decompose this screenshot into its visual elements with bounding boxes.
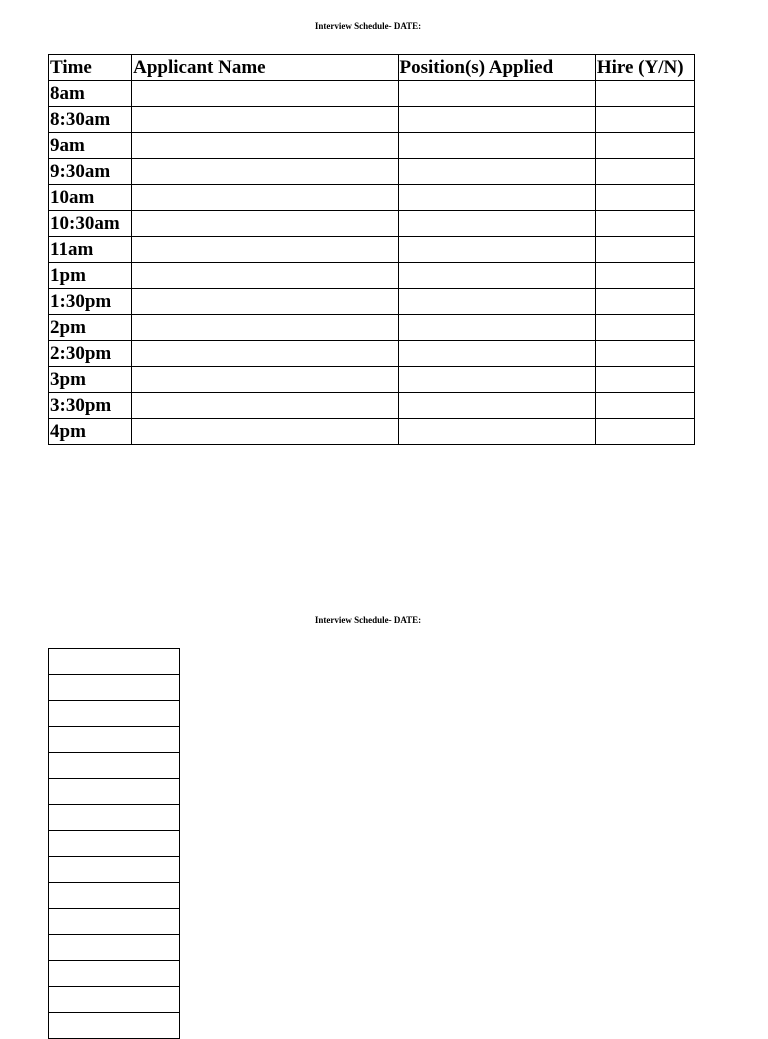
time-cell: 2:30pm — [49, 341, 132, 367]
column-header-applicant-name: Applicant Name — [132, 55, 398, 81]
applicant-name-cell[interactable] — [132, 81, 398, 107]
hire-cell[interactable] — [595, 289, 694, 315]
hire-cell[interactable] — [595, 263, 694, 289]
applicant-name-cell[interactable] — [132, 237, 398, 263]
column-header-time: Time — [49, 55, 132, 81]
interview-schedule-table — [48, 54, 695, 445]
empty-cell[interactable] — [49, 805, 180, 831]
applicant-name-cell[interactable] — [132, 263, 398, 289]
time-cell: 11am — [49, 237, 132, 263]
positions-applied-cell[interactable] — [398, 133, 595, 159]
hire-cell[interactable] — [595, 133, 694, 159]
table-row — [49, 133, 695, 159]
second-page-title: Interview Schedule- DATE: — [314, 615, 422, 625]
hire-cell[interactable] — [595, 419, 694, 445]
table-row — [49, 367, 695, 393]
table-row — [49, 961, 180, 987]
positions-applied-cell[interactable] — [398, 107, 595, 133]
applicant-name-cell[interactable] — [132, 393, 398, 419]
table-row — [49, 909, 180, 935]
hire-cell[interactable] — [595, 107, 694, 133]
column-header-positions-applied: Position(s) Applied — [398, 55, 595, 81]
table-row — [49, 987, 180, 1013]
applicant-name-cell[interactable] — [132, 185, 398, 211]
time-cell: 1:30pm — [49, 289, 132, 315]
table-row — [49, 289, 695, 315]
table-row — [49, 341, 695, 367]
positions-applied-cell[interactable] — [398, 159, 595, 185]
time-cell: 10am — [49, 185, 132, 211]
hire-cell[interactable] — [595, 185, 694, 211]
table-row — [49, 805, 180, 831]
positions-applied-cell[interactable] — [398, 393, 595, 419]
time-cell: 9:30am — [49, 159, 132, 185]
empty-cell[interactable] — [49, 987, 180, 1013]
time-cell: 10:30am — [49, 211, 132, 237]
table-row — [49, 1013, 180, 1039]
table-row — [49, 81, 695, 107]
table-row — [49, 107, 695, 133]
hire-cell[interactable] — [595, 159, 694, 185]
applicant-name-cell[interactable] — [132, 315, 398, 341]
time-cell: 1pm — [49, 263, 132, 289]
hire-cell[interactable] — [595, 367, 694, 393]
hire-cell[interactable] — [595, 341, 694, 367]
applicant-name-cell[interactable] — [132, 159, 398, 185]
table-row — [49, 315, 695, 341]
applicant-name-cell[interactable] — [132, 289, 398, 315]
table-row — [49, 857, 180, 883]
hire-cell[interactable] — [595, 315, 694, 341]
positions-applied-cell[interactable] — [398, 185, 595, 211]
positions-applied-cell[interactable] — [398, 263, 595, 289]
positions-applied-cell[interactable] — [398, 211, 595, 237]
table-row — [49, 935, 180, 961]
positions-applied-cell[interactable] — [398, 419, 595, 445]
empty-cell[interactable] — [49, 883, 180, 909]
page-title: Interview Schedule- DATE: — [314, 21, 422, 31]
empty-cell[interactable] — [49, 831, 180, 857]
table-row — [49, 185, 695, 211]
empty-cell[interactable] — [49, 1013, 180, 1039]
time-cell: 8am — [49, 81, 132, 107]
empty-cell[interactable] — [49, 857, 180, 883]
hire-cell[interactable] — [595, 81, 694, 107]
table-row — [49, 237, 695, 263]
table-row — [49, 701, 180, 727]
empty-cell[interactable] — [49, 727, 180, 753]
table-row — [49, 649, 180, 675]
table-row — [49, 779, 180, 805]
second-schedule-table — [48, 648, 180, 1039]
table-row — [49, 727, 180, 753]
table-row — [49, 211, 695, 237]
positions-applied-cell[interactable] — [398, 367, 595, 393]
empty-cell[interactable] — [49, 753, 180, 779]
empty-cell[interactable] — [49, 935, 180, 961]
empty-cell[interactable] — [49, 701, 180, 727]
positions-applied-cell[interactable] — [398, 81, 595, 107]
table-row — [49, 393, 695, 419]
applicant-name-cell[interactable] — [132, 133, 398, 159]
applicant-name-cell[interactable] — [132, 211, 398, 237]
applicant-name-cell[interactable] — [132, 341, 398, 367]
positions-applied-cell[interactable] — [398, 289, 595, 315]
table-row — [49, 419, 695, 445]
empty-cell[interactable] — [49, 961, 180, 987]
hire-cell[interactable] — [595, 393, 694, 419]
positions-applied-cell[interactable] — [398, 341, 595, 367]
empty-cell[interactable] — [49, 909, 180, 935]
applicant-name-cell[interactable] — [132, 367, 398, 393]
applicant-name-cell[interactable] — [132, 107, 398, 133]
hire-cell[interactable] — [595, 211, 694, 237]
table-row — [49, 159, 695, 185]
empty-cell[interactable] — [49, 675, 180, 701]
time-cell: 3:30pm — [49, 393, 132, 419]
empty-cell[interactable] — [49, 779, 180, 805]
applicant-name-cell[interactable] — [132, 419, 398, 445]
table-row — [49, 753, 180, 779]
table-row — [49, 263, 695, 289]
time-cell: 8:30am — [49, 107, 132, 133]
positions-applied-cell[interactable] — [398, 237, 595, 263]
table-header-row — [49, 55, 695, 81]
table-row — [49, 883, 180, 909]
time-cell: 9am — [49, 133, 132, 159]
table-row — [49, 831, 180, 857]
column-header-hire: Hire (Y/N) — [595, 55, 694, 81]
hire-cell[interactable] — [595, 237, 694, 263]
positions-applied-cell[interactable] — [398, 315, 595, 341]
time-cell: 4pm — [49, 419, 132, 445]
table-row — [49, 675, 180, 701]
time-cell: 2pm — [49, 315, 132, 341]
time-cell: 3pm — [49, 367, 132, 393]
empty-cell[interactable] — [49, 649, 180, 675]
